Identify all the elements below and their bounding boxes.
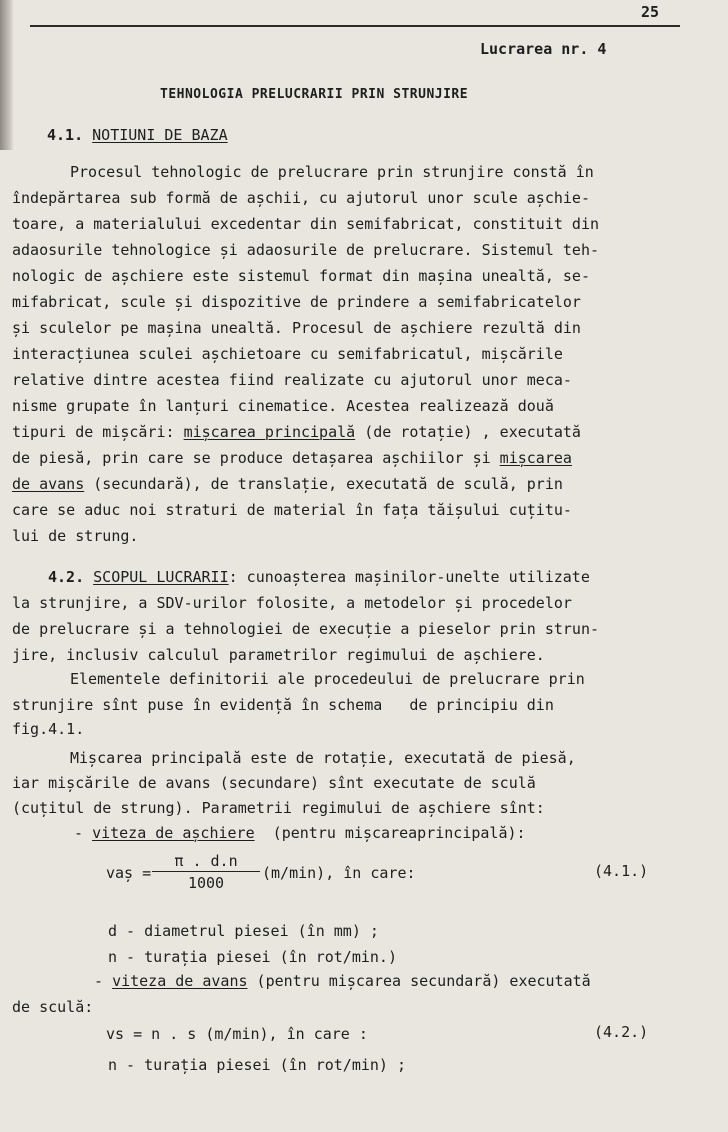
paragraph-line: iar mișcările de avans (secundare) sînt executate de sculă [12, 774, 536, 792]
scan-shadow [0, 0, 14, 150]
paragraph-line: Procesul tehnologic de prelucrare prin strunjire constă în [70, 163, 594, 181]
formula-rhs: (m/min), în care: [262, 864, 416, 882]
equation-number: (4.1.) [594, 862, 649, 880]
paragraph-line: strunjire sînt puse în evidență în schema de principiu din [12, 696, 554, 714]
header-rule [30, 25, 680, 27]
paragraph-line: (cuțitul de strung). Parametrii regimului de așchiere sînt: [12, 799, 545, 817]
paragraph-line: jire, inclusiv calculul parametrilor regimului de așchiere. [12, 646, 545, 664]
formula-2: vs = n . s (m/min), în care : [106, 1025, 368, 1043]
paragraph-line: toare, a materialului excedentar din semifabricat, constituit din [12, 215, 599, 233]
paragraph-line: de avans (secundară), de translație, executată de sculă, prin [12, 475, 563, 493]
paragraph-line: tipuri de mișcări: mișcarea principală (de rotație) , executată [12, 423, 581, 441]
page-title: TEHNOLOGIA PRELUCRARII PRIN STRUNJIRE [160, 87, 469, 102]
paragraph-line: nologic de așchiere este sistemul format din mașina unealtă, se- [12, 267, 590, 285]
paragraph-line: de sculă: [12, 998, 94, 1016]
formula-numerator: π . d.n [152, 852, 260, 872]
paragraph-line: îndepărtarea sub formă de așchii, cu ajutorul unor scule așchie- [12, 189, 590, 207]
paragraph-line: relative dintre acestea fiind realizate cu ajutorul unor meca- [12, 371, 572, 389]
paragraph-line: mifabricat, scule și dispozitive de prindere a semifabricatelor [12, 293, 581, 311]
paragraph-line: la strunjire, a SDV-urilor folosite, a metodelor și procedelor [12, 594, 572, 612]
paragraph-line: fig.4.1. [12, 720, 85, 738]
paragraph-line: de prelucrare și a tehnologiei de execuție a pieselor prin strun- [12, 620, 599, 638]
paragraph-line: lui de strung. [12, 527, 139, 545]
paragraph-line: și sculelor pe mașina unealtă. Procesul de așchiere rezultă din [12, 319, 581, 337]
section-heading-4-1: 4.1. NOTIUNI DE BAZA [47, 126, 228, 144]
paragraph-line: Mișcarea principală este de rotație, executată de piesă, [70, 749, 576, 767]
paragraph-line: care se aduc noi straturi de material în fața tăișului cuțitu- [12, 501, 572, 519]
section-heading-4-2: 4.2. SCOPUL LUCRARII: cunoașterea mașinilor-unelte utilizate [48, 568, 590, 586]
equation-number: (4.2.) [594, 1023, 649, 1041]
formula-fraction [152, 852, 260, 892]
definition-line: d - diametrul piesei (în mm) ; [108, 922, 379, 940]
paragraph-line: nisme grupate în lanțuri cinematice. Acestea realizează două [12, 397, 554, 415]
paragraph-line: interacțiunea sculei așchietoare cu semifabricatul, mișcările [12, 345, 563, 363]
paragraph-line: adaosurile tehnologice și adaosurile de prelucrare. Sistemul teh- [12, 241, 599, 259]
formula-denominator: 1000 [187, 874, 225, 892]
param-feed-speed: - viteza de avans (pentru mișcarea secundară) executată [94, 972, 591, 990]
lab-number: Lucrarea nr. 4 [480, 40, 607, 58]
paragraph-line: Elementele definitorii ale procedeului de prelucrare prin [70, 670, 585, 688]
definition-line: n - turația piesei (în rot/min) ; [108, 1056, 407, 1074]
definition-line: n - turația piesei (în rot/min.) [108, 948, 397, 966]
page-number: 25 [641, 3, 660, 21]
param-cutting-speed: - viteza de așchiere (pentru mișcareaprincipală): [74, 824, 526, 842]
formula-lhs: vaș = [106, 864, 161, 882]
paragraph-line: de piesă, prin care se produce detașarea așchiilor și mișcarea [12, 449, 572, 467]
